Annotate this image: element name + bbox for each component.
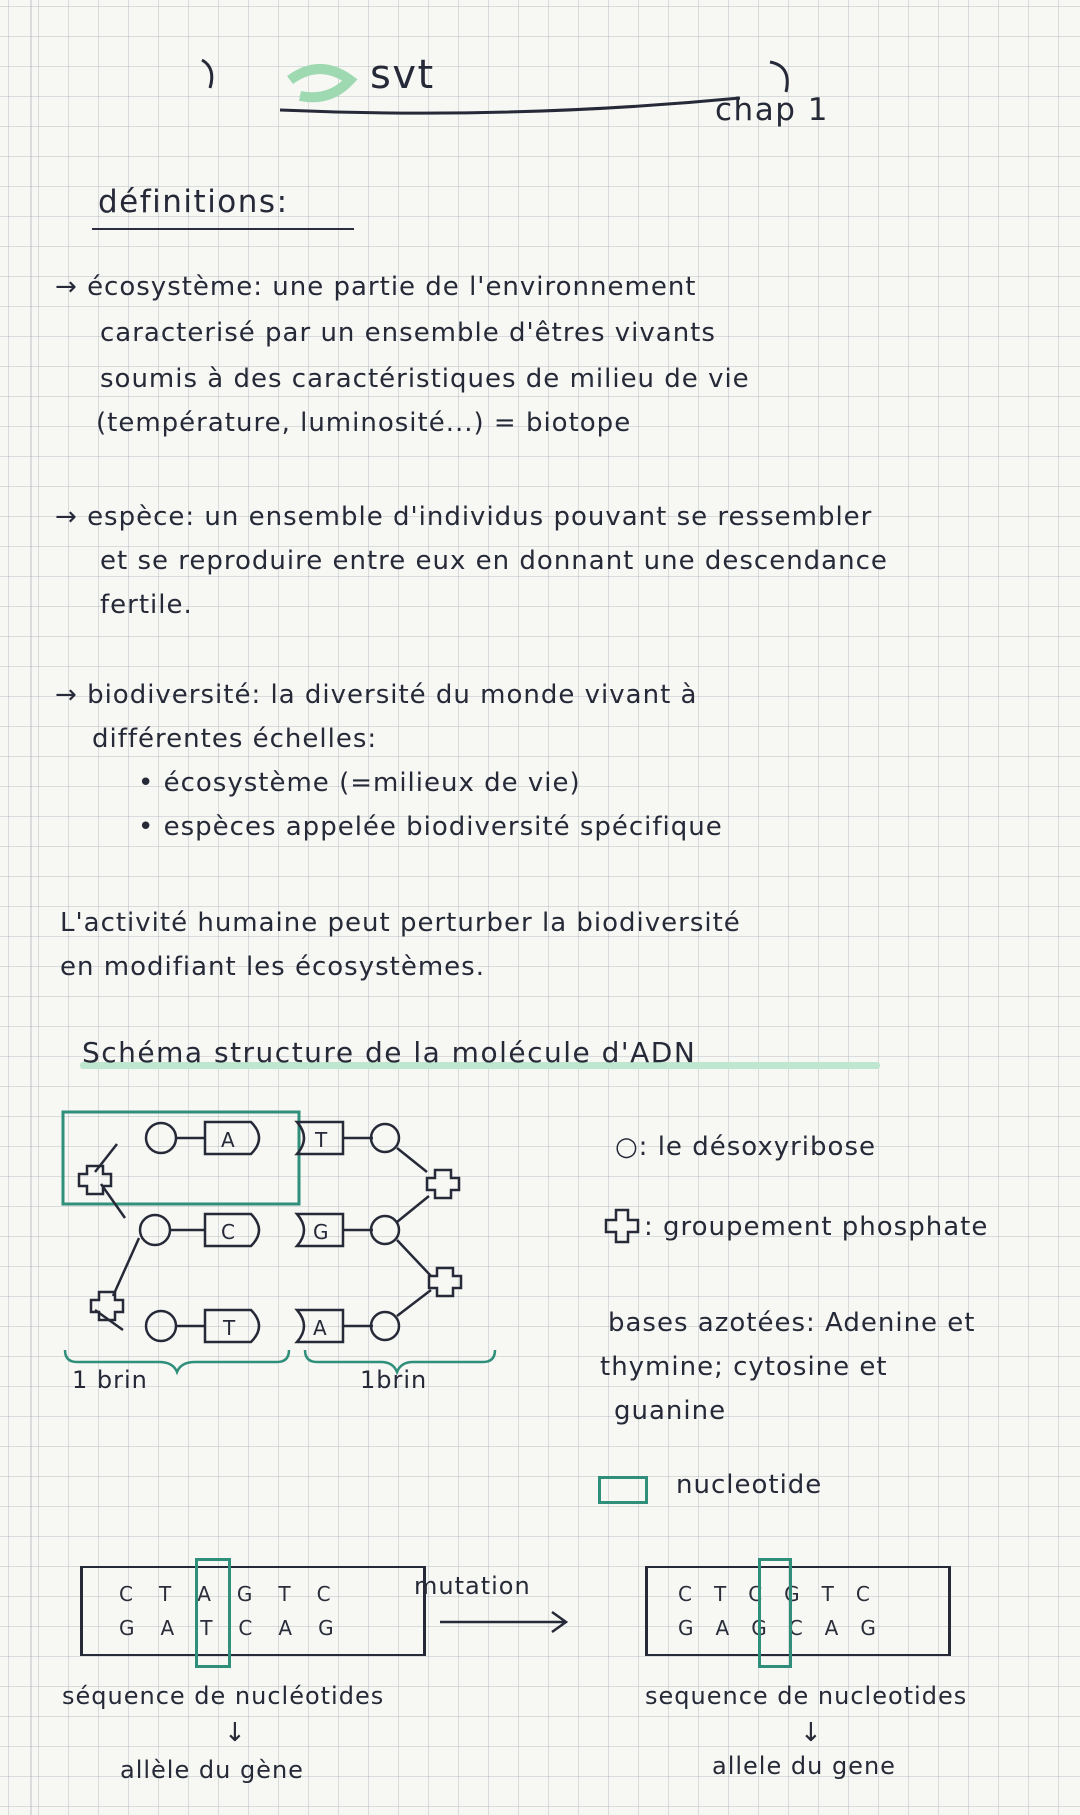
dna-diagram [55,1100,535,1400]
sequence-before-bottomline [83,1654,423,1656]
ecosysteme-line-4: (température, luminosité...) = biotope [96,408,632,438]
sequence-after [645,1566,951,1656]
schema-title: Schéma structure de la molécule d'ADN [82,1036,697,1069]
strand-label-left: 1 brin [72,1366,148,1394]
legend-bases-line-3: guanine [614,1396,727,1426]
seq-after-top-2: T [713,1582,727,1606]
seq-after-top-5: T [821,1582,834,1606]
seq-after-bottom-3: G [751,1616,767,1640]
base-right-3-label: A [313,1316,327,1340]
phosphate-right-1 [427,1170,459,1198]
mutation-label: mutation [414,1572,531,1600]
sequence-after-topline [648,1566,948,1568]
ecosysteme-line-1: une partie de l'environnement [272,272,697,302]
mutation-arrow [438,1608,578,1636]
seq-after-top-4: G [784,1582,800,1606]
page-title: svt [370,52,435,98]
nucleotide-legend-box [598,1476,648,1504]
seq-before-top-3: A [197,1582,211,1606]
sugar-left-1 [146,1123,176,1153]
sequence-after-allele: allele du gene [712,1752,896,1780]
base-left-2-label: C [221,1220,235,1244]
seq-after-bottom-6: G [860,1616,876,1640]
base-right-2-label: G [313,1220,329,1244]
arrow-2: → [55,502,78,532]
seq-before-top-1: C [119,1582,133,1606]
definition-espece [55,502,872,532]
definition-biodiversite [55,680,697,710]
espece-line-1: un ensemble d'individus pouvant se ressembler [204,502,873,532]
sequence-before-topline [83,1566,423,1568]
title-green-stroke [290,69,350,97]
term-biodiversite: biodiversité: [87,680,262,710]
seq-before-top-4: G [236,1582,253,1606]
sequence-before-caption: séquence de nucléotides [62,1682,385,1710]
seq-before-bottom-6: G [318,1616,334,1640]
legend-bases-line-2: thymine; cytosine et [600,1352,888,1382]
sequence-after-highlight [758,1558,792,1668]
definitions-heading: définitions: [98,184,289,220]
legend-sugar: ○: le désoxyribose [615,1132,876,1162]
nucleotide-box [63,1112,299,1204]
term-espece: espèce: [87,502,196,532]
ecosysteme-line-3: soumis à des caractéristiques de milieu de vie [100,364,750,394]
sequence-before-arrow: ↓ [224,1718,247,1748]
seq-after-bottom-5: A [824,1616,839,1640]
sugar-left-3 [146,1311,176,1341]
seq-before-bottom-5: A [278,1616,293,1640]
seq-after-top-6: C [855,1582,870,1606]
legend-phosphate: : groupement phosphate [644,1212,989,1242]
paren-left-mark [202,60,212,88]
bullet-especes-text: espèces appelée biodiversité spécifique [163,812,723,842]
seq-after-bottom-1: G [678,1616,694,1640]
seq-before-bottom-1: G [119,1616,135,1640]
phosphate-left-2 [91,1292,123,1320]
phosphate-right-2 [429,1268,461,1296]
strand-label-right: 1brin [360,1366,428,1394]
seq-before-bottom-3: T [200,1616,213,1640]
margin-line [30,0,32,1815]
phosphate-icon [602,1206,642,1246]
left-backbone [95,1144,139,1330]
definitions-underline [92,228,354,230]
bullet-ecosysteme: • écosystème (=milieux de vie) [138,768,581,798]
term-ecosysteme: écosystème: [87,272,264,302]
title-swoosh [280,98,740,113]
sugar-right-1 [371,1124,399,1152]
right-backbone [397,1148,431,1316]
sequence-before [80,1566,426,1656]
sequence-before-allele: allèle du gène [120,1756,304,1784]
base-right-1-label: T [315,1128,328,1152]
sugar-left-2 [140,1215,170,1245]
human-activity-line-1: L'activité humaine peut perturber la biodiversité [60,908,741,938]
seq-after-top-1: C [678,1582,692,1606]
sequence-before-highlight [195,1558,231,1668]
espece-line-2: et se reproduire entre eux en donnant une descendance [100,546,888,576]
seq-after-bottom-4: C [788,1616,803,1640]
bullet-ecosysteme-text: écosystème (=milieux de vie) [163,768,581,798]
chapter-label: chap 1 [715,92,829,128]
biodiversite-line-2: différentes échelles: [92,724,378,754]
seq-after-bottom-2: A [715,1616,730,1640]
sugar-right-3 [371,1312,399,1340]
base-left-3-label: T [223,1316,236,1340]
sequence-after-bottomline [648,1654,948,1656]
espece-line-3: fertile. [100,590,193,620]
seq-after-top-3: C [748,1582,763,1606]
seq-before-bottom-2: A [160,1616,175,1640]
human-activity-line-2: en modifiant les écosystèmes. [60,952,485,982]
biodiversite-line-1: la diversité du monde vivant à [270,680,698,710]
bullet-especes: • espèces appelée biodiversité spécifique [138,812,723,842]
paren-right-mark [770,62,787,92]
arrow-1: → [55,272,78,302]
seq-before-bottom-4: C [238,1616,253,1640]
sequence-after-arrow: ↓ [800,1718,823,1748]
legend-bases-line-1: bases azotées: Adenine et [608,1308,976,1338]
seq-before-top-5: T [278,1582,291,1606]
sugar-right-2 [371,1216,399,1244]
seq-before-top-2: T [158,1582,172,1606]
ecosysteme-line-2: caracterisé par un ensemble d'êtres vivants [100,318,716,348]
arrow-3: → [55,680,78,710]
definition-ecosysteme [55,272,697,302]
sequence-after-caption: sequence de nucleotides [645,1682,968,1710]
seq-before-top-6: C [316,1582,331,1606]
base-left-1-label: A [221,1128,235,1152]
legend-nucleotide: nucleotide [676,1470,823,1500]
